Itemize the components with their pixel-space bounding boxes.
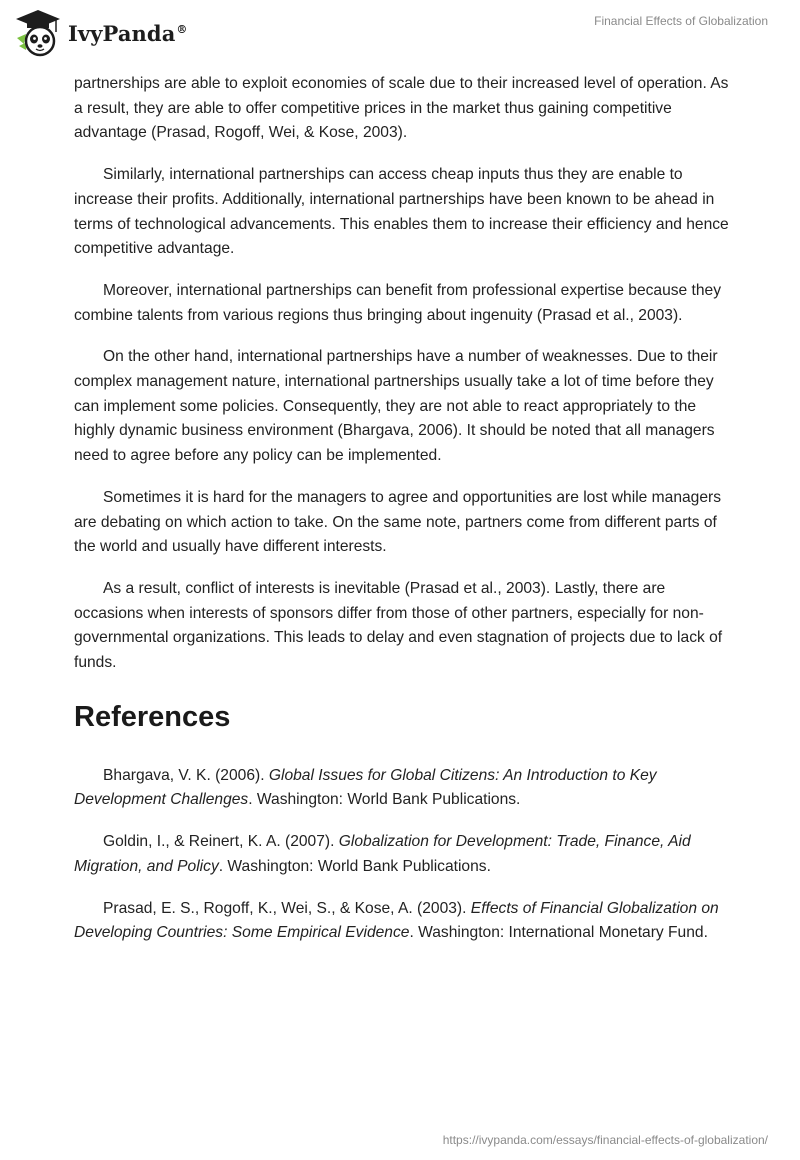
page-header	[0, 0, 800, 66]
reference-publisher: . Washington: World Bank Publications.	[248, 791, 521, 809]
reference-title: Global Issues for Global Citizens: An Introduction to Key Development Challenges	[74, 766, 657, 809]
brand-name: IvyPanda®	[68, 20, 188, 46]
essay-body	[74, 72, 730, 963]
reference-entry	[74, 830, 730, 879]
reference-entry	[74, 897, 730, 946]
paragraph: On the other hand, international partnerships have a number of weaknesses. Due to their complex management nature, international partnerships usually take a lot of time before they can implement some policies. Consequently, they are not able to react appropriately to the highly dynamic business environment (Bhargava, 2006). It should be noted that all managers need to agree before any policy can be implemented.	[74, 348, 718, 465]
references-heading: References	[74, 700, 231, 733]
paragraph: Sometimes it is hard for the managers to agree and opportunities are lost while managers are debating on which action to take. On the same note, partners come from different parts of the world and usually have different interests.	[74, 488, 722, 556]
paragraph: Similarly, international partnerships can access cheap inputs thus they are enable to increase their profits. Additionally, international partnerships have been known to be ahead in terms of technological advancements. This enables them to increase their efficiency and hence competitive advantage.	[74, 166, 729, 258]
document-title: Financial Effects of Globalization	[594, 14, 768, 28]
paragraph: As a result, conflict of interests is inevitable (Prasad et al., 2003). Lastly, there are occasions when interests of sponsors differ from those of other partners, especially for non-governmental organizations. This leads to delay and even stagnation of projects due to lack of funds.	[74, 579, 723, 672]
brand-logo[interactable]	[14, 8, 188, 58]
reference-publisher: . Washington: International Monetary Fund.	[409, 924, 708, 942]
brand-registered-mark: ®	[176, 22, 188, 36]
reference-authors: Prasad, E. S., Rogoff, K., Wei, S., & Kose, A. (2003).	[103, 899, 471, 917]
reference-entry	[74, 764, 730, 813]
reference-authors: Goldin, I., & Reinert, K. A. (2007).	[103, 833, 339, 851]
reference-title: Effects of Financial Globalization on Developing Countries: Some Empirical Evidence	[74, 899, 719, 942]
reference-publisher: . Washington: World Bank Publications.	[218, 857, 491, 875]
paragraph: partnerships are able to exploit economies of scale due to their increased level of operation. As a result, they are able to offer competitive prices in the market thus gaining competitive advantage (Prasad, Rogoff, Wei, & Kose, 2003).	[74, 75, 729, 142]
panda-graduate-icon	[14, 8, 62, 58]
source-url[interactable]: https://ivypanda.com/essays/financial-effects-of-globalization/	[442, 1133, 768, 1147]
reference-title: Globalization for Development: Trade, Finance, Aid Migration, and Policy	[74, 833, 691, 875]
paragraph: Moreover, international partnerships can benefit from professional expertise because they combine talents from various regions thus bringing about ingenuity (Prasad et al., 2003).	[74, 281, 722, 324]
reference-authors: Bhargava, V. K. (2006).	[103, 766, 269, 784]
